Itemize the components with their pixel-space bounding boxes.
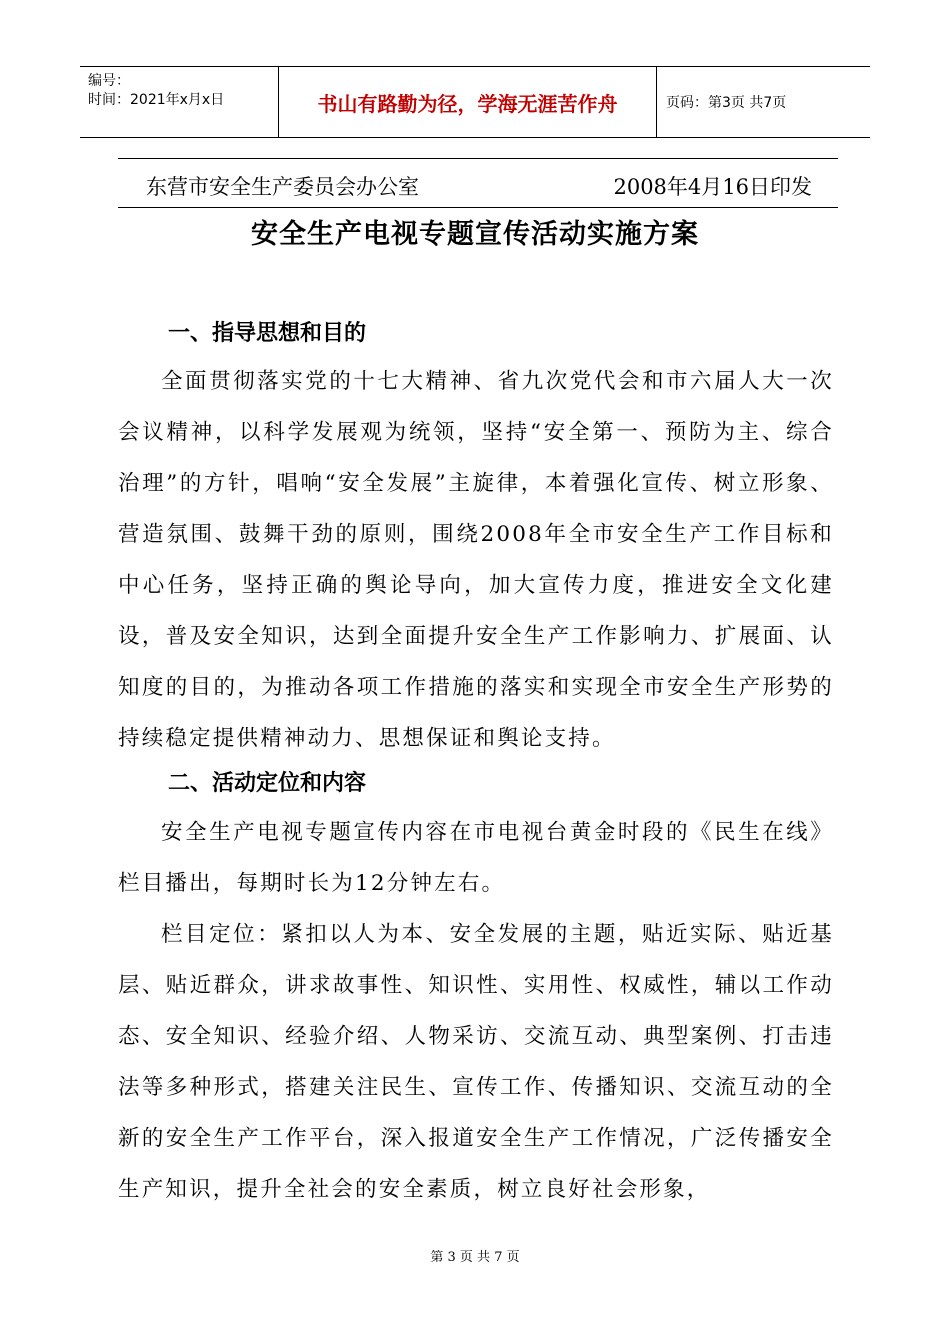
issuer-org: 东营市安全生产委员会办公室 [146,175,419,199]
page-footer: 第 3 页 共 7 页 [430,1250,520,1265]
paragraph: 全面贯彻落实党的十七大精神、省九次党代会和市六届人大一次会议精神，以科学发展观为统领，坚持“安全第一、预防为主、综合治理”的方针，唱响“安全发展”主旋律，本着强化宣传、树立形象、营造氛围、鼓舞干劲的原则，围绕2008年全市安全生产工作目标和中心任务，坚持正确的舆论导向，加大宣传力度，推进安全文化建设，普及安全知识，达到全面提升安全生产工作影响力、扩展面、认知度的目的，为推动各项工作措施的落实和实现全市安全生产形势的持续稳定提供精神动力、思想保证和舆论支持。 [118,369,834,751]
paragraph: 安全生产电视专题宣传内容在市电视台黄金时段的《民生在线》栏目播出，每期时长为12分钟左右。 [118,820,834,896]
document-header-table [80,66,870,138]
time-label: 时间：2021年x月x日 [88,92,225,108]
header-page-info: 页码：第3页 共7页 [666,95,787,111]
number-label: 编号： [88,73,130,89]
header-motto: 书山有路勤为径，学海无涯苦作舟 [279,67,657,137]
document-title: 安全生产电视专题宣传活动实施方案 [251,219,699,250]
section-heading: 一、指导思想和目的 [168,321,367,346]
header-meta-cell [80,67,279,137]
issuer-line [118,158,838,208]
section-heading: 二、活动定位和内容 [168,771,367,796]
issue-date: 2008年4月16日印发 [613,175,812,199]
paragraph: 栏目定位：紧扣以人为本、安全发展的主题，贴近实际、贴近基层、贴近群众，讲求故事性、知识性、实用性、权威性，辅以工作动态、安全知识、经验介绍、人物采访、交流互动、典型案例、打击违法等多种形式，搭建关注民生、宣传工作、传播知识、交流互动的全新的安全生产工作平台，深入报道安全生产工作情况，广泛传播安全生产知识，提升全社会的安全素质，树立良好社会形象， [118,922,834,1202]
